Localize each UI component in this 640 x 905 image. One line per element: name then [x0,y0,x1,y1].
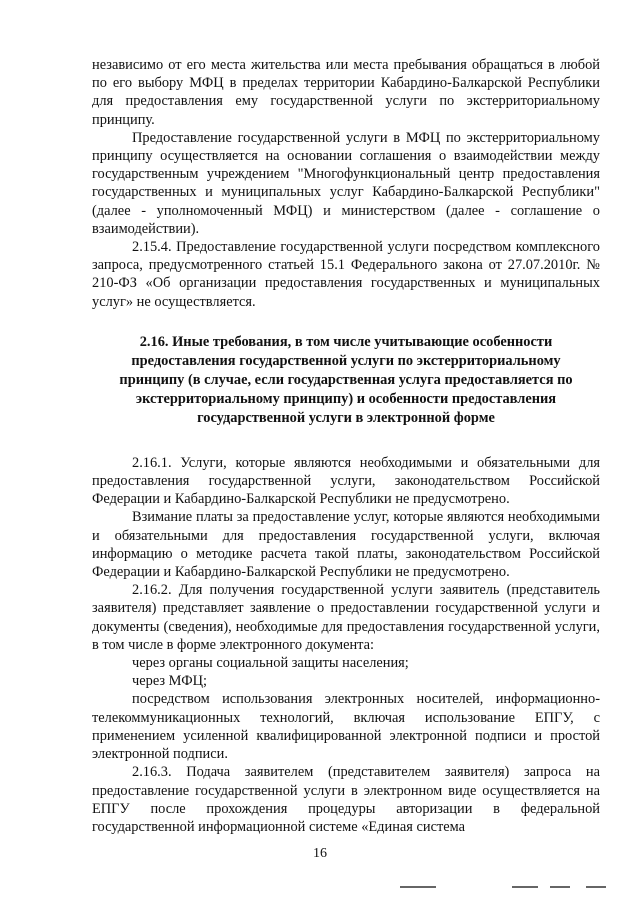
list-item: через органы социальной защиты населения; [132,655,409,672]
list-item: посредством использования электронных носителей, информационно-телекоммуникационных технологий, включая использование ЕПГУ, с применением усиленной квалифицированной электронной подписи и простой электронной подписи. [92,691,600,763]
scan-artifact-lines [390,886,640,892]
paragraph-2-16-2: 2.16.2. Для получения государственной услуги заявитель (представитель заявителя) представляет заявление о предоставлении государственной услуги и документы (сведения), необходимые для предоставления государственной услуги, в том числе в форме электронного документа: [92,582,600,653]
paragraph-2-15-4: 2.15.4. Предоставление государственной услуги посредством комплексного запроса, предусмотренного статьей 15.1 Федерального закона от 27.07.2010г. № 210-ФЗ «Об организации предоставления государственных и муниципальных услуг» не осуществляется. [92,239,600,310]
page-number: 16 [313,846,327,861]
scan-mark [400,886,436,888]
paragraph-2-16-3: 2.16.3. Подача заявителем (представителем заявителя) запроса на предоставление государственной услуги в электронном виде осуществляется на ЕПГУ после прохождения процедуры авторизации в федеральной государственной информационной системе «Единая система [92,764,600,835]
fee-paragraph: Взимание платы за предоставление услуг, которые являются необходимыми и обязательными для предоставления государственной услуги, включая информацию о методике расчета такой платы, законодательством Российской Федерации и Кабардино-Балкарской Республики не предусмотрено. [92,509,600,581]
scan-mark [512,886,538,888]
document-body [92,56,600,836]
scan-mark [550,886,570,888]
mfc-paragraph: Предоставление государственной услуги в МФЦ по экстерриториальному принципу осуществляется на основании соглашения о взаимодействии между государственным учреждением "Многофункциональный центр предоставления государственных и муниципальных услуг Кабардино-Балкарской Республики" (далее - уполномоченный МФЦ) и министерством (далее - соглашение о взаимодействии). [92,129,600,237]
intro-paragraph: независимо от его места жительства или места пребывания обращаться в любой по его выбору МФЦ в пределах территории Кабардино-Балкарской Республики для предоставления ему государственной услуги по экстерриториальному принципу. [92,57,600,128]
list-item: через МФЦ; [132,673,208,690]
scan-mark [586,886,606,888]
section-heading-2-16: 2.16. Иные требования, в том числе учитывающие особенности предоставления государственной услуги по экстерриториальному принципу (в случае, если государственная услуга предоставляется по экстерриториальному принципу) и особенности предоставления государственной услуги в электронной форме [119,333,573,426]
paragraph-2-16-1: 2.16.1. Услуги, которые являются необходимыми и обязательными для предоставления государственной услуги, законодательством Российской Федерации и Кабардино-Балкарской Республики не предусмотрено. [92,454,600,508]
